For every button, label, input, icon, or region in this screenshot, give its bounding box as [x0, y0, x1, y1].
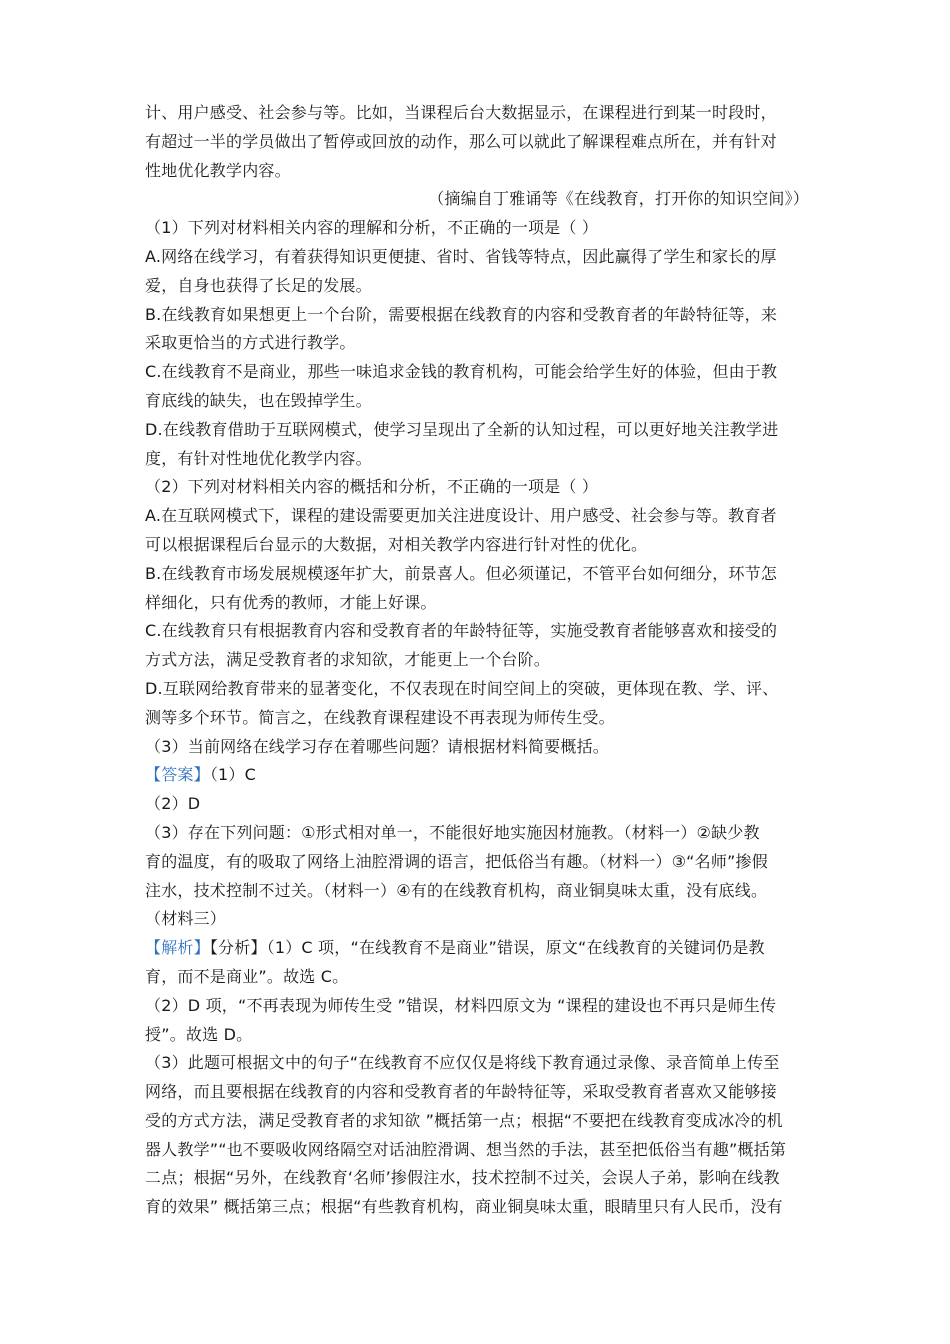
answer-line — [145, 761, 809, 790]
analysis-line: 二点；根据“另外，在线教育‘名师’掺假注水，技术控制不过关，会误人子弟，影响在线教 — [145, 1168, 780, 1188]
analysis-text: 【分析】（1）C 项，“在线教育不是商业”错误，原文“在线教育的关键词仍是教 — [209, 938, 765, 958]
question-1-option-a: A.网络在线学习，有着获得知识更便捷、省时、省钱等特点，因此赢得了学生和家长的厚 — [145, 246, 777, 266]
passage-line: 计、用户感受、社会参与等。比如，当课程后台大数据显示，在课程进行到某一时段时， — [145, 103, 777, 122]
question-2-option-d: 测等多个环节。简言之，在线教育课程建设不再表现为师传生受。 — [145, 707, 615, 727]
answer-line: （2）D — [145, 794, 201, 814]
answer-line: 育的温度，有的吸取了网络上油腔滑调的语言，把低俗当有趣。（材料一）③“名师”掺假 — [145, 851, 768, 871]
analysis-line: 授”。故选 D。 — [145, 1024, 253, 1044]
analysis-line: 育，而不是商业”。故选 C。 — [145, 966, 349, 986]
question-1-option-b: 采取更恰当的方式进行教学。 — [145, 333, 356, 353]
question-2-option-b: 样细化，只有优秀的教师，才能上好课。 — [145, 592, 437, 612]
question-1-option-a: 爱，自身也获得了长足的发展。 — [145, 275, 372, 295]
question-2-option-a: 可以根据课程后台显示的大数据，对相关教学内容进行针对性的优化。 — [145, 534, 648, 554]
analysis-line: （2）D 项，“不再表现为师传生受 ”错误，材料四原文为 “课程的建设也不再只是师生传 — [145, 995, 777, 1015]
question-2-option-b: B.在线教育市场发展规模逐年扩大，前景喜人。但必须谨记，不管平台如何细分，环节怎 — [145, 563, 778, 583]
analysis-tag: 【解析】 — [145, 938, 210, 958]
answer-line: 注水，技术控制不过关。（材料一）④有的在线教育机构，商业铜臭味太重，没有底线。 — [145, 880, 768, 900]
question-1-stem: （1）下列对材料相关内容的理解和分析，不正确的一项是（ ） — [145, 218, 599, 238]
answer-line: （材料三） — [145, 909, 227, 929]
analysis-line: （3）此题可根据文中的句子“在线教育不应仅仅是将线下教育通过录像、录音简单上传至 — [145, 1053, 780, 1073]
passage-source: （摘编自丁雅诵等《在线教育，打开你的知识空间》） — [428, 189, 809, 209]
question-1-option-c: 育底线的缺失，也在毁掉学生。 — [145, 390, 372, 410]
question-1-option-c: C.在线教育不是商业，那些一味追求金钱的教育机构，可能会给学生好的体验，但由于教 — [145, 362, 778, 382]
analysis-line — [145, 934, 809, 963]
analysis-line: 网络，而且要根据在线教育的内容和受教育者的年龄特征等，采取受教育者喜欢又能够接 — [145, 1082, 777, 1102]
analysis-line: 器人教学”“也不要吸收网络隔空对话油腔滑调、想当然的手法，甚至把低俗当有趣”概括第 — [145, 1139, 787, 1159]
passage-line: 有超过一半的学员做出了暂停或回放的动作，那么可以就此了解课程难点所在，并有针对 — [145, 131, 777, 151]
question-2-option-a: A.在互联网模式下，课程的建设需要更加关注进度设计、用户感受、社会参与等。教育者 — [145, 506, 777, 526]
question-2-option-c: 方式方法，满足受教育者的求知欲，才能更上一个台阶。 — [145, 650, 551, 670]
question-1-option-b: B.在线教育如果想更上一个台阶，需要根据在线教育的内容和受教育者的年龄特征等，来 — [145, 304, 778, 324]
analysis-line: 受的方式方法，满足受教育者的求知欲 ”概括第一点；根据“不要把在线教育变成冰冷的机 — [145, 1110, 783, 1130]
passage-line: 性地优化教学内容。 — [145, 160, 291, 180]
question-3-stem: （3）当前网络在线学习存在着哪些问题？请根据材料简要概括。 — [145, 736, 609, 756]
document-page — [145, 99, 809, 1222]
question-1-option-d: D.在线教育借助于互联网模式，使学习呈现出了全新的认知过程，可以更好地关注教学进 — [145, 419, 779, 439]
question-2-option-c: C.在线教育只有根据教育内容和受教育者的年龄特征等，实施受教育者能够喜欢和接受的 — [145, 621, 778, 641]
answer-text: （1）C — [209, 765, 256, 785]
answer-line: （3）存在下列问题：①形式相对单一，不能很好地实施因材施教。（材料一）②缺少教 — [145, 822, 760, 842]
question-2-stem: （2）下列对材料相关内容的概括和分析，不正确的一项是（ ） — [145, 477, 599, 497]
analysis-line: 育的效果” 概括第三点；根据“有些教育机构，商业铜臭味太重，眼睛里只有人民币，没有 — [145, 1197, 783, 1217]
question-2-option-d: D.互联网给教育带来的显著变化，不仅表现在时间空间上的突破，更体现在教、学、评、 — [145, 678, 779, 698]
answer-tag: 【答案】 — [145, 765, 210, 785]
question-1-option-d: 度，有针对性地优化教学内容。 — [145, 448, 372, 468]
